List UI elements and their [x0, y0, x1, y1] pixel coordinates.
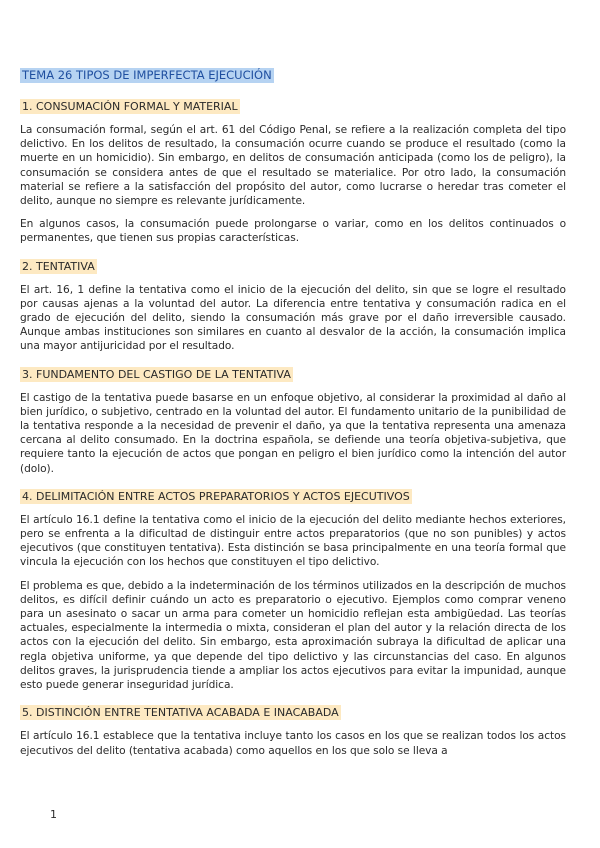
paragraph: En algunos casos, la consumación puede prolongarse o variar, como en los delitos continuados o permanentes, que tienen sus propias características.: [20, 218, 566, 245]
section-heading: 1. CONSUMACIÓN FORMAL Y MATERIAL: [22, 100, 238, 113]
paragraph: El problema es que, debido a la indeterminación de los términos utilizados en la descripción de muchos delitos, es difícil definir cuándo un acto es preparatorio o ejecutivo. Ejemplos como comprar veneno para un asesinato o sacar un arma para cometer un homicidio reflejan esta ambigüedad. Las teorías actuales, especialmente la intermedia o mixta, consideran el plan del autor y la relación directa de los actos con la ejecución del delito. Sin embargo, esta aproximación subraya la dificultad de aplicar una regla objetiva uniforme, ya que depende del tipo delictivo y las circunstancias del caso. En algunos delitos graves, la jurisprudencia tiende a ampliar los actos ejecutivos para evitar la impunidad, aunque esto puede generar inseguridad jurídica.: [20, 579, 566, 692]
section-heading: 2. TENTATIVA: [22, 259, 95, 273]
section-distincion: [20, 701, 566, 757]
section-heading: 3. FUNDAMENTO DEL CASTIGO DE LA TENTATIVA: [22, 367, 291, 381]
page-number: 1: [50, 808, 57, 821]
paragraph: La consumación formal, según el art. 61 del Código Penal, se refiere a la realización completa del tipo delictivo. En los delitos de resultado, la consumación ocurre cuando se produce el resultado (como la muerte en un homicidio). Sin embargo, en delitos de consumación anticipada (como los de peligro), la consumación se considera antes de que el resultado se materialice. Por otro lado, la consumación material se refiere a la satisfacción del propósito del autor, como lucrarse o heredar tras cometer el delito, aunque no siempre es relevante jurídicamente.: [20, 124, 566, 208]
paragraph: El artículo 16.1 establece que la tentativa incluye tanto los casos en los que se realizan todos los actos ejecutivos del delito (tentativa acabada) como aquellos en los que solo se lleva a: [20, 730, 566, 757]
document-page: [20, 64, 566, 767]
paragraph: El artículo 16.1 define la tentativa como el inicio de la ejecución del delito mediante hechos exteriores, pero se enfrenta a la dificultad de distinguir entre actos preparatorios (que no son punibles) y actos ejecutivos (que constituyen tentativa). Esta distinción se basa principalmente en una teoría formal que vincula la ejecución con los hechos que constituyen el tipo delictivo.: [20, 513, 566, 569]
paragraph: El art. 16, 1 define la tentativa como el inicio de la ejecución del delito, sin que se logre el resultado por causas ajenas a la voluntad del autor. La diferencia entre tentativa y consumación radica en el grado de ejecución del delito, siendo la consumación más grave por el daño irreversible causado. Aunque ambas instituciones son similares en cuanto al desvalor de la acción, la consumación implica una mayor antijuricidad por el resultado.: [20, 283, 566, 353]
section-tentativa: [20, 255, 566, 354]
section-delimitacion: [20, 485, 566, 692]
section-heading: 4. DELIMITACIÓN ENTRE ACTOS PREPARATORIOS Y ACTOS EJECUTIVOS: [22, 489, 410, 503]
section-heading: 5. DISTINCIÓN ENTRE TENTATIVA ACABADA E INACABADA: [22, 706, 339, 720]
section-fundamento: [20, 363, 566, 476]
section-consumacion: [20, 95, 566, 246]
document-title: TEMA 26 TIPOS DE IMPERFECTA EJECUCIÓN: [22, 68, 272, 82]
paragraph: El castigo de la tentativa puede basarse en un enfoque objetivo, al considerar la proximidad al daño al bien jurídico, o subjetivo, centrado en la voluntad del autor. El fundamento unitario de la punibilidad de la tentativa responde a la necesidad de prevenir el daño, ya que la tentativa representa una amenaza cercana al delito consumado. En la doctrina española, se defiende una teoría objetiva-subjetiva, que requiere tanto la ejecución de actos que pongan en peligro el bien jurídico como la intención del autor (dolo).: [20, 391, 566, 475]
